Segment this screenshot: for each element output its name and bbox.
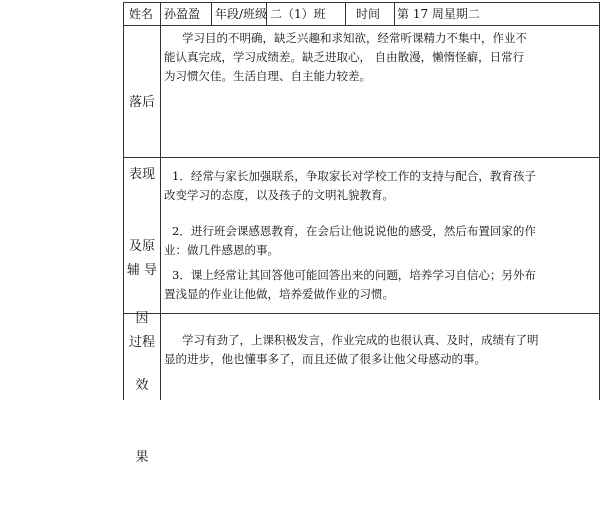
behind-description [164, 29, 527, 86]
tutoring-line: 3．课上经常让其回答他可能回答出来的问题，培养学习自信心；另外布 [172, 268, 536, 282]
header-divider-grade-label [211, 2, 212, 25]
header-divider-time-label [345, 2, 346, 25]
behind-line: 学习目的不明确，缺乏兴趣和求知欲，经常听课精力不集中，作业不 [182, 31, 527, 45]
tutoring-item-3 [164, 266, 536, 304]
tutoring-line: 1．经常与家长加强联系，争取家长对学校工作的支持与配合，教育孩子 [172, 169, 536, 183]
name-label: 姓名 [129, 7, 154, 21]
behind-label-line: 及原 [128, 239, 155, 254]
time-label: 时间 [356, 7, 381, 21]
name-value: 孙盈盈 [164, 7, 201, 21]
behind-row-divider [123, 157, 599, 158]
tutoring-label-line: 辅 导 [126, 263, 158, 278]
effect-label-line: 果 [135, 450, 149, 465]
behind-line: 能认真完成，学习成绩差。缺乏进取心， 自由散漫，懒惰怪癖，日常行 [164, 50, 525, 64]
label-column-divider [160, 2, 161, 400]
tutoring-line: 改变学习的态度，以及孩子的文明礼貌教育。 [164, 188, 394, 202]
effect-line: 学习有劲了，上课积极发言，作业完成的也很认真、及时，成绩有了明 [182, 333, 539, 347]
header-row-divider [123, 25, 599, 26]
effect-label-line: 效 [135, 378, 149, 393]
effect-line: 显的进步，他也懂事多了，而且还做了很多让他父母感动的事。 [164, 352, 486, 366]
grade-label: 年段/班级 [215, 7, 268, 21]
tutoring-line: 2．进行班会课感恩教育，在会后让他说说他的感受，然后布置回家的作 [172, 224, 536, 238]
effect-description [164, 331, 539, 369]
tutoring-item-1 [164, 167, 536, 205]
behind-label-line: 表现 [128, 167, 155, 182]
time-value: 第 17 周星期二 [397, 7, 480, 21]
tutoring-line: 置浅显的作业让他做，培养爱做作业的习惯。 [164, 287, 394, 301]
behind-label-line: 落后 [128, 95, 155, 110]
tutoring-label-line: 过程 [128, 335, 155, 350]
tutoring-item-2 [164, 222, 536, 260]
behind-line: 为习惯欠佳。生活自理、自主能力较差。 [164, 69, 371, 83]
grade-value: 二（1）班 [270, 7, 326, 21]
behind-label-line: 因 [135, 311, 149, 326]
header-divider-time-value [394, 2, 395, 25]
tutoring-line: 业：做几件感恩的事。 [164, 243, 279, 257]
tutoring-row-divider [123, 313, 599, 314]
effect-label [124, 326, 160, 518]
table-top-border [123, 2, 599, 3]
